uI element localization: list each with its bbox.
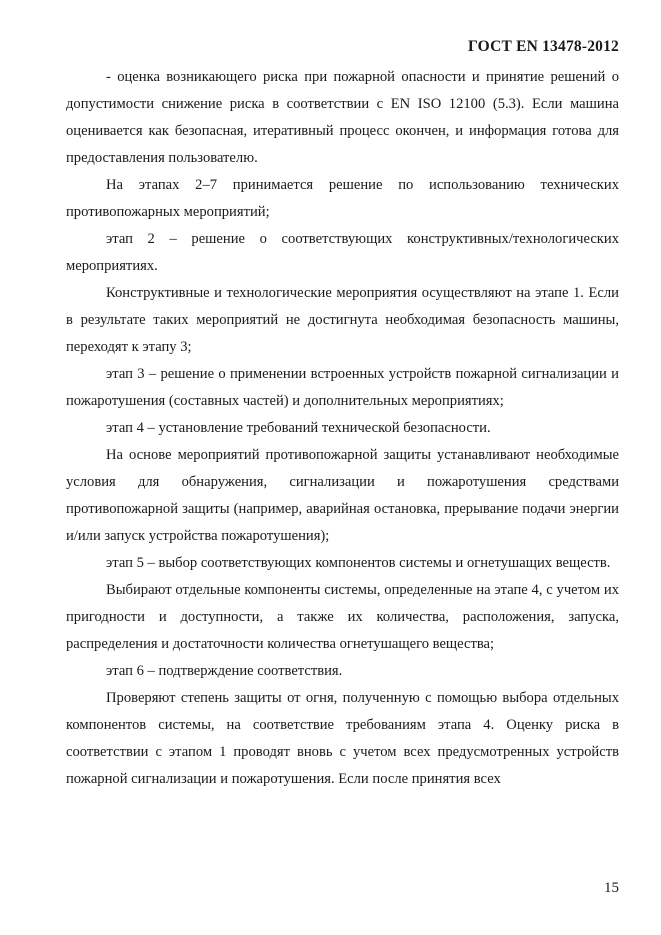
paragraph: - оценка возникающего риска при пожарной опасности и принятие решений о допустимости снижение риска в соответствии с EN ISO 12100 (5.3). Если машина оценивается как безопасная, итеративный процесс окончен, и информация готова для предоставления пользователю.	[66, 69, 619, 166]
paragraph: Выбирают отдельные компоненты системы, определенные на этапе 4, с учетом их пригодности и доступности, а также их количества, расположения, запуска, распределения и достаточности количества огнетушащего вещества;	[66, 582, 619, 652]
paragraph: Конструктивные и технологические мероприятия осуществляют на этапе 1. Если в результате таких мероприятий не достигнута необходимая безопасность машины, переходят к этапу 3;	[66, 285, 619, 355]
body-text	[66, 64, 619, 793]
paragraph: На основе мероприятий противопожарной защиты устанавливают необходимые условия для обнаружения, сигнализации и пожаротушения средствами противопожарной защиты (например, аварийная остановка, прерывание подачи энергии и/или запуск устройства пожаротушения);	[66, 447, 619, 544]
paragraph: этап 4 – установление требований технической безопасности.	[106, 420, 491, 436]
paragraph: этап 3 – решение о применении встроенных устройств пожарной сигнализации и пожаротушения (составных частей) и дополнительных мероприятиях;	[66, 366, 619, 409]
paragraph: этап 6 – подтверждение соответствия.	[106, 663, 343, 679]
page-number: 15	[604, 880, 619, 896]
standard-designation: ГОСТ EN 13478-2012	[467, 38, 619, 55]
paragraph: этап 2 – решение о соответствующих конструктивных/технологических мероприятиях.	[66, 231, 619, 274]
paragraph: На этапах 2–7 принимается решение по использованию технических противопожарных мероприятий;	[66, 177, 619, 220]
paragraph: Проверяют степень защиты от огня, полученную с помощью выбора отдельных компонентов системы, на соответствие требованиям этапа 4. Оценку риска в соответствии с этапом 1 проводят вновь с учетом всех предусмотренных устройств пожарной сигнализации и пожаротушения. Если после принятия всех	[66, 690, 619, 787]
paragraph: этап 5 – выбор соответствующих компонентов системы и огнетушащих веществ.	[106, 555, 611, 571]
